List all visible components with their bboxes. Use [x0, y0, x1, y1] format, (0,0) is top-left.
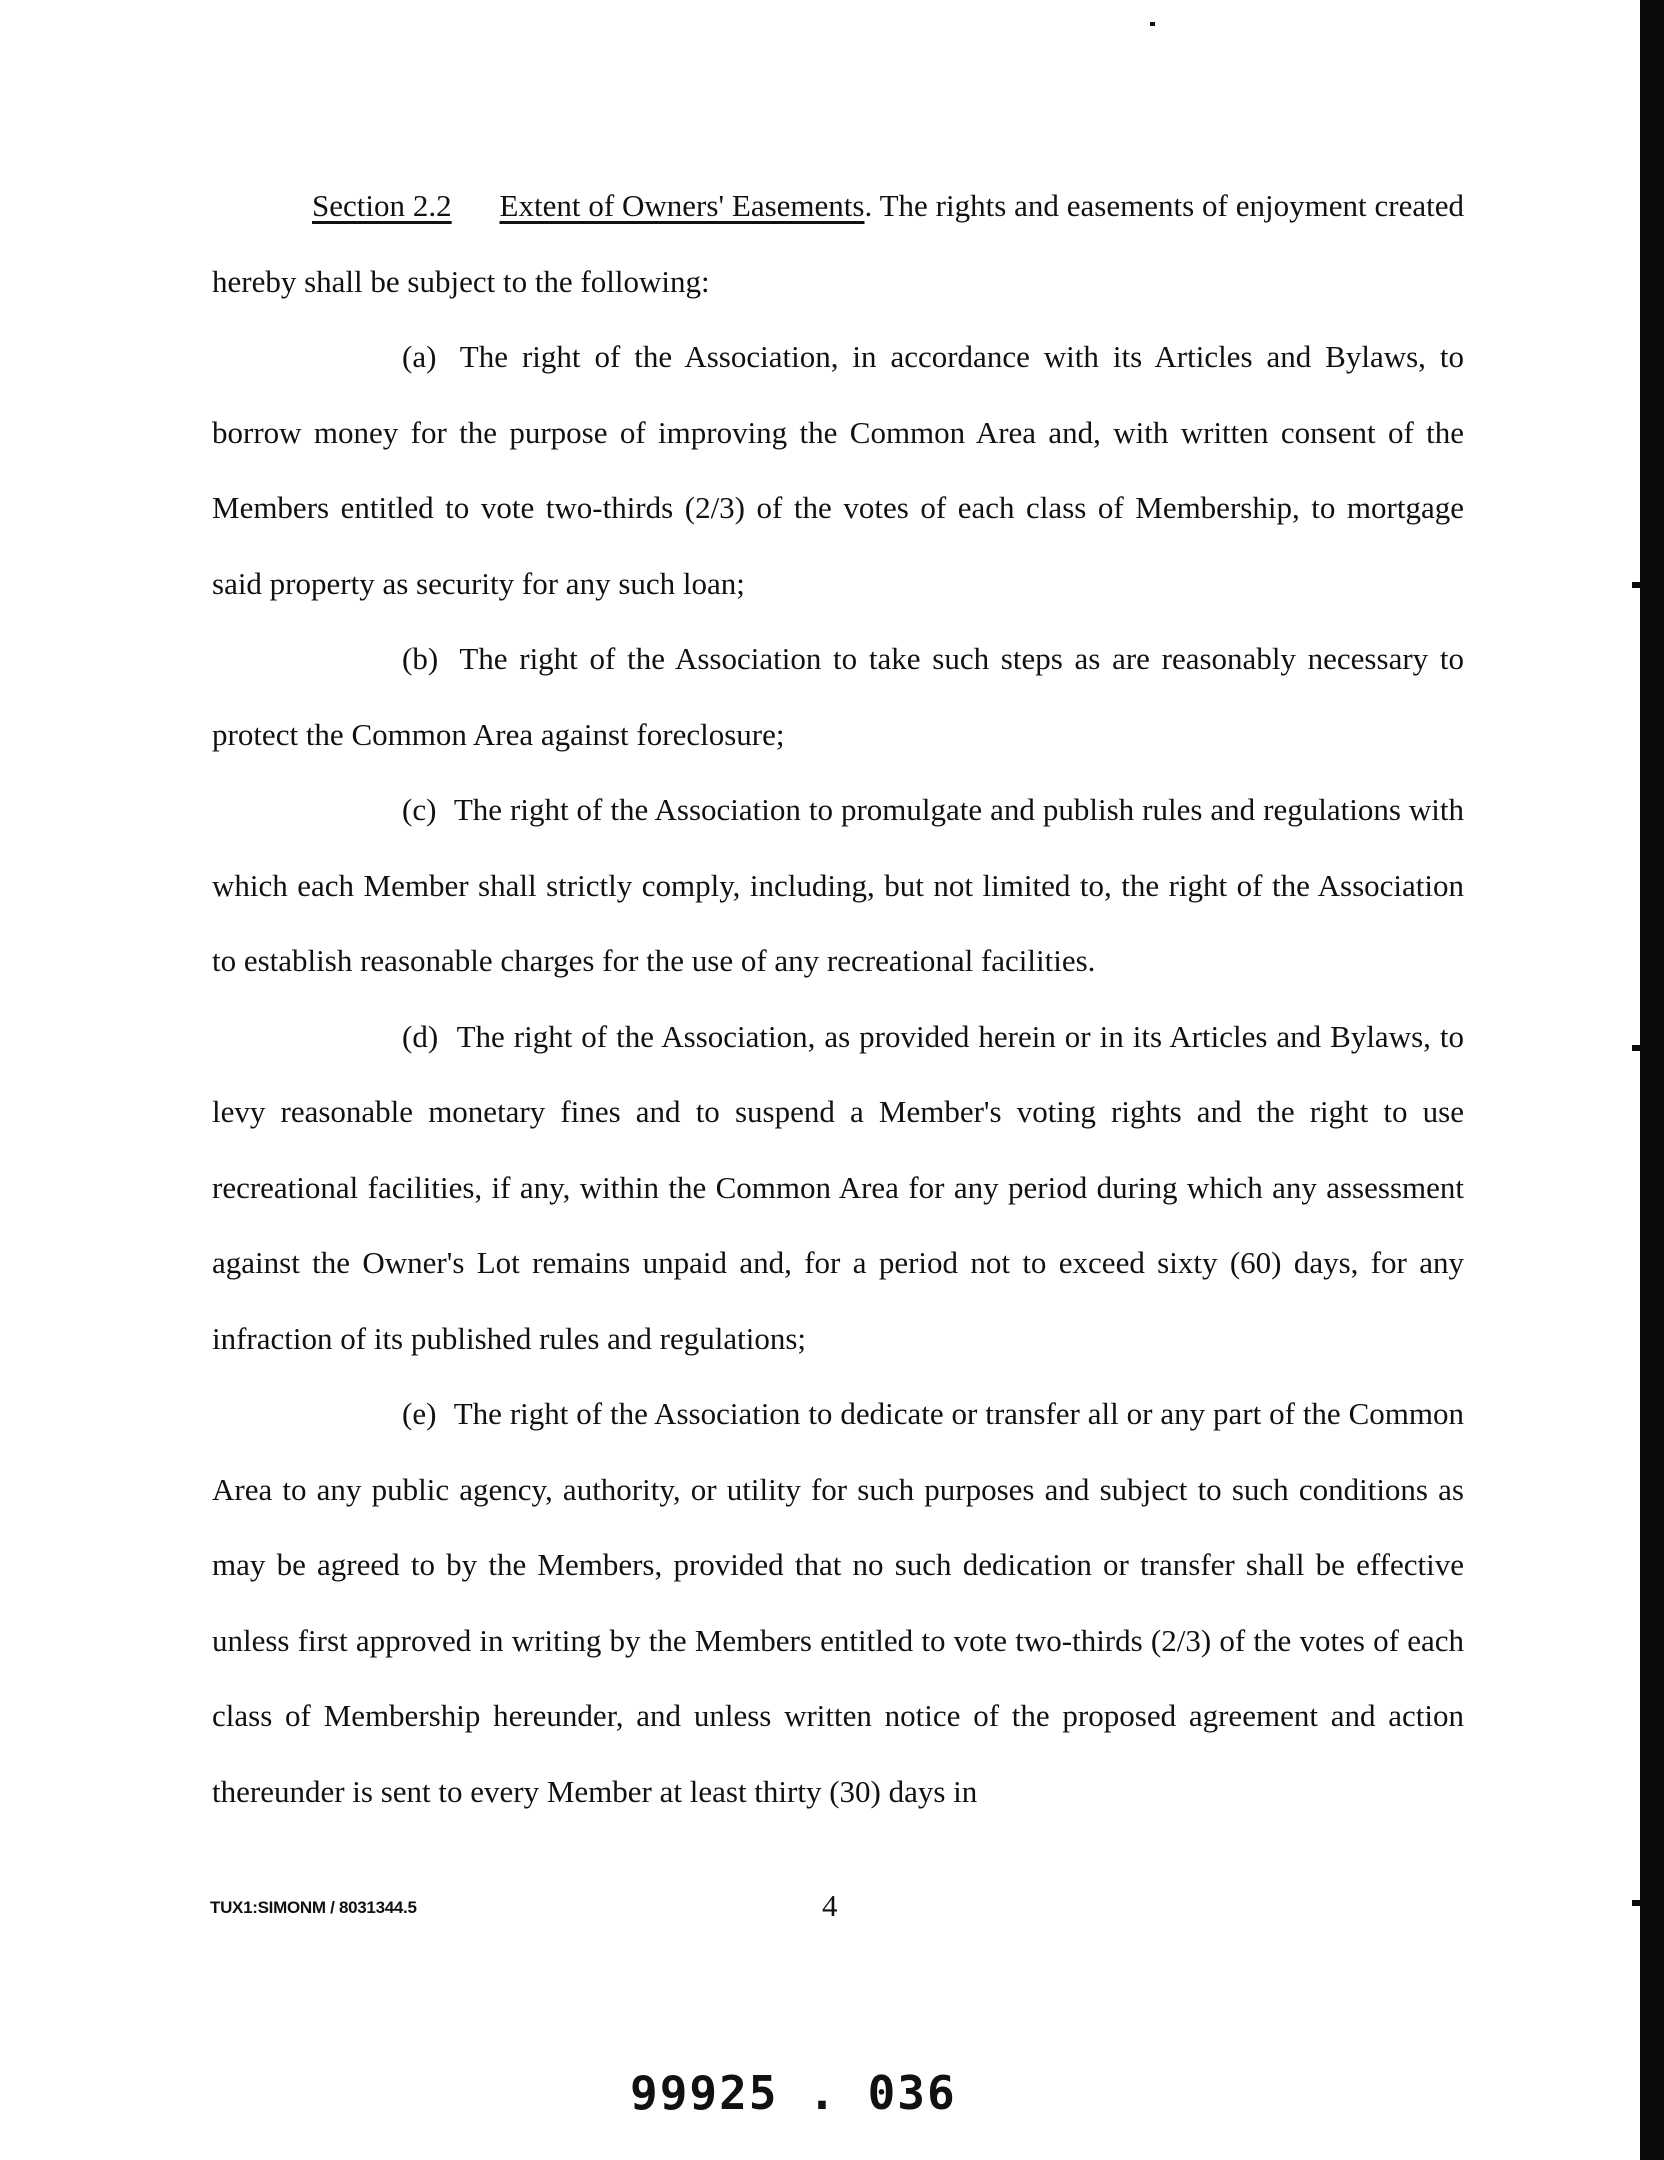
- clause-label: (c): [402, 792, 437, 827]
- clause-b: [212, 621, 1464, 772]
- page-number: 4: [822, 1888, 838, 1923]
- clause-text: The right of the Association to take such steps as are reasonably necessary to protect the Common Area against foreclosure;: [212, 641, 1464, 752]
- section-number: Section 2.2: [312, 188, 452, 223]
- document-code: TUX1:SIMONM / 8031344.5: [210, 1898, 417, 1917]
- section-heading: Section 2.2 Extent of Owners' Easements. The rights and easements of enjoyment created hereby shall be subject to the following:: [212, 188, 1464, 299]
- clause-label: (d): [402, 1018, 439, 1054]
- clause-label: (a): [402, 339, 437, 374]
- document-body: [212, 168, 1464, 1829]
- scan-edge-mark: [1632, 1900, 1646, 1906]
- clause-c: [212, 772, 1464, 999]
- scan-edge-border: [1640, 0, 1664, 2160]
- clause-text: The right of the Association, as provided herein or in its Articles and Bylaws, to levy reasonable monetary fines and to suspend a Member's voting rights and the right to use recreational facilities, if any, within the Common Area for any period during which any assessment against the Owner's Lot remains unpaid and, for a period not to exceed sixty (60) days, for any infraction of its published rules and regulations;: [212, 1018, 1464, 1356]
- section-title: Extent of Owners' Easements: [499, 188, 865, 223]
- clause-label: (b): [402, 641, 439, 676]
- scan-speck: [1150, 22, 1155, 26]
- bates-stamp-left: 99925: [630, 2066, 779, 2120]
- section-intro: The rights and easements of enjoyment created hereby shall be subject to the following:: [212, 188, 1464, 299]
- scan-edge-mark: [1632, 1045, 1646, 1051]
- clause-a: [212, 319, 1464, 621]
- clause-text: The right of the Association to promulgate and publish rules and regulations with which each Member shall strictly comply, including, but not limited to, the right of the Association to establish reasonable charges for the use of any recreational facilities.: [212, 792, 1464, 978]
- bates-stamp: 99925 . 036: [630, 2066, 957, 2120]
- clause-d: [212, 999, 1464, 1377]
- bates-stamp-right: 036: [867, 2066, 957, 2120]
- clause-label: (e): [402, 1396, 437, 1431]
- scan-edge-mark: [1632, 582, 1646, 588]
- clause-e: [212, 1376, 1464, 1829]
- clause-text: The right of the Association to dedicate or transfer all or any part of the Common Area to any public agency, authority, or utility for such purposes and subject to such conditions as may be agreed to by the Members, provided that no such dedication or transfer shall be effective unless first approved in writing by the Members entitled to vote two-thirds (2/3) of the votes of each class of Membership hereunder, and unless written notice of the proposed agreement and action thereunder is sent to every Member at least thirty (30) days in: [212, 1396, 1464, 1809]
- clause-text: The right of the Association, in accordance with its Articles and Bylaws, to borrow money for the purpose of improving the Common Area and, with written consent of the Members entitled to vote two-thirds (2/3) of the votes of each class of Membership, to mortgage said property as security for any such loan;: [212, 339, 1464, 601]
